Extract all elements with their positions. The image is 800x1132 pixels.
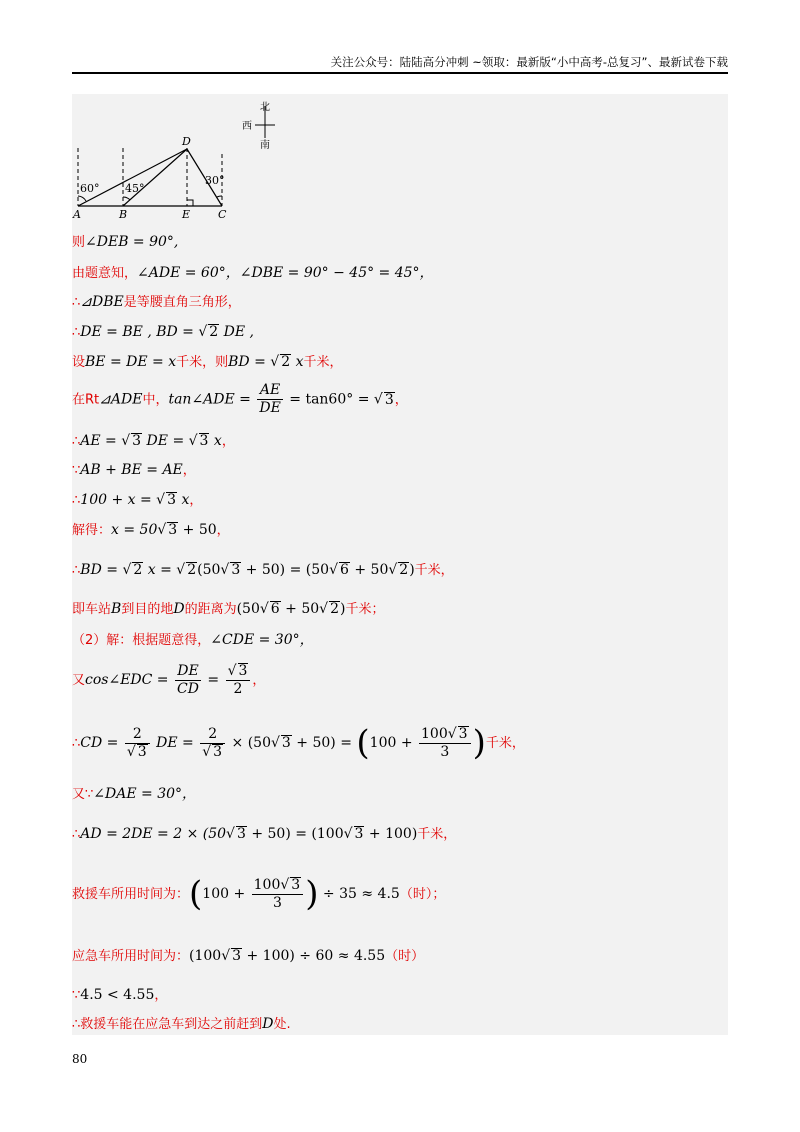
- text-conclusion: 救援车能在应急车到达之前赶到: [80, 1017, 263, 1032]
- math-plus-50: + 50: [178, 522, 217, 538]
- math-paren: (50: [197, 562, 221, 578]
- right-angle-mark: [187, 200, 193, 206]
- solution-line-20: [72, 985, 167, 1006]
- angle-arc-c: [217, 196, 222, 197]
- math-100: 100 +: [369, 735, 418, 751]
- math-be-x: BE = DE = x: [85, 354, 177, 370]
- radicand: 2: [330, 601, 339, 617]
- math-plus-100: + 100): [364, 826, 418, 842]
- radicand: 2: [133, 562, 143, 578]
- text-rescue-time: 救援车所用时间为：: [72, 887, 190, 902]
- math-plus: + 50: [280, 601, 320, 617]
- radicand: 6: [339, 562, 349, 578]
- math-x: x: [177, 492, 190, 508]
- solution-line-12: 即车站B到目的地D的距离为(50√ 6 + 50√ 2)千米；: [72, 601, 385, 617]
- text-then: 则: [72, 235, 86, 250]
- math-dae: ∠DAE = 30°，: [93, 786, 197, 802]
- solution-line-7: ∴AE = √ 3 DE = √ 3 x，: [72, 433, 235, 449]
- text-isosceles: 是等腰直角三角形，: [123, 295, 241, 310]
- math-x-value: x = 50: [111, 522, 158, 538]
- punct: ，: [154, 988, 168, 1003]
- point-b: B: [119, 208, 128, 221]
- text-km-then: 千米，则: [176, 355, 229, 370]
- radicand: 3: [231, 562, 241, 578]
- compass-south: 南: [260, 140, 270, 151]
- math-100: 100 +: [202, 886, 250, 902]
- compass-north: 北: [260, 102, 270, 113]
- text-solve: 解得：: [72, 523, 112, 538]
- math-times: × (50: [227, 735, 271, 751]
- angle-arc-b: [123, 197, 130, 200]
- text-km: 千米，: [417, 827, 457, 842]
- math-div-35: ÷ 35 ≈ 4.5: [318, 886, 400, 902]
- compass-west: 西: [242, 121, 252, 132]
- point-d-label: D: [173, 601, 185, 617]
- radicand: 3: [132, 433, 142, 449]
- radicand: 6: [270, 601, 280, 617]
- math-de: DE =: [151, 735, 199, 751]
- therefore-symbol: ∴: [72, 295, 81, 310]
- fraction-100sqrt3-3: $\frac{100√ 3}{3}$: [419, 726, 471, 761]
- therefore-symbol: ∴: [72, 563, 81, 578]
- text-station: 即车站: [72, 602, 112, 617]
- geometry-figure: [72, 96, 292, 221]
- solution-line-14: [72, 662, 265, 699]
- text-km: 千米，: [303, 355, 343, 370]
- math-equals: =: [202, 672, 224, 688]
- math-paren: ): [409, 562, 415, 578]
- solution-line-13: [72, 630, 314, 651]
- text-to-destination: 到目的地: [121, 602, 174, 617]
- math-x: x: [209, 433, 222, 449]
- punct: ，: [189, 493, 203, 508]
- punct: ，: [216, 523, 230, 538]
- solution-line-2: [72, 263, 434, 284]
- radicand: 2: [399, 562, 409, 578]
- text-also-because: 又∵: [72, 787, 94, 802]
- point-d-label: D: [262, 1016, 274, 1032]
- solution-line-16: [72, 784, 196, 805]
- punct: ，: [221, 434, 235, 449]
- solution-line-15: ∴CD = $\frac{2}{√ 3}$ DE = $\frac{2}{√ 3}$ × (50√ 3 + 50) = (100 + $\frac{100√ 3}{3}$ )千米，: [72, 723, 525, 763]
- text-hours: （时）；: [399, 887, 446, 902]
- angle-label-60: 60°: [80, 182, 100, 195]
- therefore-symbol: ∴: [72, 493, 81, 508]
- therefore-symbol: ∴: [72, 434, 81, 449]
- math-x: x: [291, 354, 304, 370]
- punct: ，: [394, 392, 408, 408]
- punct: ，: [252, 673, 266, 688]
- fraction-ae-de: $\frac{AE}{DE}$: [259, 382, 281, 416]
- therefore-symbol: ∴: [72, 736, 81, 751]
- math-ad: AD = 2DE = 2 × (50: [80, 826, 227, 842]
- math-cd: CD =: [80, 735, 123, 751]
- solution-line-10: 解得：x = 50√ 3 + 50，: [72, 522, 230, 538]
- solution-line-9: ∴100 + x = √ 3 x，: [72, 492, 203, 508]
- text-in-rt: 在Rt: [72, 392, 100, 408]
- solution-line-17: ∴AD = 2DE = 2 × (50√ 3 + 50) = (100√ 3 + 100)千米，: [72, 826, 457, 842]
- point-a: A: [73, 208, 81, 221]
- because-symbol: ∵: [72, 988, 81, 1003]
- because-symbol: ∵: [72, 463, 81, 478]
- math-x: x =: [143, 562, 177, 578]
- text-given: 由题意知，: [72, 266, 138, 281]
- solution-line-6: 在Rt⊿ADE中，tan∠ADE = $\frac{AE}{DE}$ = tan60° = √ 3，: [72, 382, 408, 416]
- fraction-sqrt3-2: $\frac{√ 3}{2}$: [226, 663, 251, 698]
- angle-arc-a: [78, 196, 86, 201]
- math-tan: tan∠ADE =: [168, 391, 256, 408]
- fraction-de-cd: $\frac{DE}{CD}$: [177, 662, 199, 697]
- math-div-60: + 100) ÷ 60 ≈ 4.55: [242, 948, 386, 964]
- math-triangle-ade: ⊿ADE: [99, 391, 143, 408]
- angle-label-45: 45°: [125, 182, 145, 195]
- math-cos: cos∠EDC =: [85, 672, 173, 688]
- big-paren-open: (: [356, 723, 370, 763]
- point-c: C: [218, 208, 227, 221]
- radicand: 2: [187, 562, 197, 578]
- math-paren: + 50) = (100: [246, 826, 344, 842]
- fraction-2-sqrt3: $\frac{2}{√ 3}$: [200, 726, 225, 761]
- text-km: 千米，: [485, 736, 525, 751]
- math-cde: ∠CDE = 30°，: [210, 632, 314, 648]
- big-paren-close: ): [305, 874, 319, 914]
- math-100-x: 100 + x =: [80, 492, 157, 508]
- text-let: 设: [72, 355, 86, 370]
- math-paren: (50: [236, 601, 260, 617]
- big-paren-close: ): [472, 723, 486, 763]
- math-paren: (100: [189, 948, 222, 964]
- radicand: 2: [209, 324, 219, 340]
- math-ab-be: AB + BE = AE: [80, 462, 183, 478]
- solution-line-5: 设BE = DE = x千米，则BD = √ 2 x千米，: [72, 354, 343, 370]
- math-triangle-dbe: ⊿DBE: [80, 294, 124, 310]
- math-ae: AE =: [80, 433, 122, 449]
- math-bd: BD =: [228, 354, 271, 370]
- math-paren: + 50) = (50: [241, 562, 330, 578]
- point-d: D: [182, 135, 191, 148]
- radicand: 3: [384, 391, 394, 408]
- solution-line-18: [72, 874, 445, 915]
- solution-line-4: ∴DE = BE , BD = √ 2 DE ,: [72, 324, 254, 340]
- point-e: E: [182, 208, 191, 221]
- text-in: 中，: [142, 392, 169, 408]
- radicand: 3: [168, 522, 178, 538]
- punct: ，: [182, 463, 196, 478]
- therefore-symbol: ∴: [72, 827, 81, 842]
- math-compare: 4.5 < 4.55: [80, 987, 155, 1003]
- solution-line-21: [72, 1014, 291, 1035]
- radicand: 3: [236, 826, 246, 842]
- radicand: 3: [354, 826, 364, 842]
- math-bd: BD =: [80, 562, 123, 578]
- fraction-2-sqrt3: $\frac{2}{√ 3}$: [125, 726, 150, 761]
- text-km: 千米，: [414, 563, 454, 578]
- radicand: 3: [232, 948, 242, 964]
- math-de-be: DE = BE , BD =: [80, 324, 199, 340]
- text-km: 千米；: [345, 602, 385, 617]
- header-rule: [72, 72, 728, 74]
- solution-line-1: [72, 232, 178, 253]
- solution-line-11: ∴BD = √ 2 x = √ 2(50√ 3 + 50) = (50√ 6 + 50√ 2)千米，: [72, 562, 454, 578]
- radicand: 3: [167, 492, 177, 508]
- page-number: 80: [72, 1052, 88, 1066]
- text-also: 又: [72, 673, 86, 688]
- text-hours: （时）: [385, 949, 425, 964]
- therefore-symbol: ∴: [72, 1017, 81, 1032]
- math-paren: + 50) =: [291, 735, 357, 751]
- big-paren-open: (: [189, 874, 203, 914]
- math-deb: ∠DEB = 90°,: [85, 234, 179, 250]
- therefore-symbol: ∴: [72, 325, 81, 340]
- math-plus: + 50: [349, 562, 389, 578]
- text-place: 处.: [273, 1017, 291, 1032]
- solution-line-19: 应急车所用时间为：(100√ 3 + 100) ÷ 60 ≈ 4.55（时）: [72, 948, 425, 964]
- fraction-100sqrt3-3: $\frac{100√ 3}{3}$: [252, 877, 304, 912]
- angle-label-30: 30°: [205, 174, 225, 187]
- radicand: 3: [281, 735, 291, 751]
- math-tan60: = tan60° =: [284, 391, 374, 408]
- radicand: 2: [281, 354, 291, 370]
- point-b-label: B: [111, 601, 122, 617]
- text-part2: （2）解：根据题意得，: [72, 633, 211, 648]
- text-emergency-time: 应急车所用时间为：: [72, 949, 190, 964]
- radicand: 3: [199, 433, 209, 449]
- math-de: DE ,: [219, 324, 254, 340]
- math-de: DE =: [142, 433, 189, 449]
- text-distance-is: 的距离为: [184, 602, 237, 617]
- math-angles: ∠ADE = 60°，∠DBE = 90° − 45° = 45°，: [137, 265, 434, 281]
- page-header: 关注公众号：陆陆高分冲刺 ~领取：最新版“小中高考-总复习”、最新试卷下载: [330, 55, 728, 69]
- solution-line-3: [72, 292, 241, 313]
- solution-line-8: [72, 460, 196, 481]
- math-paren: ): [340, 601, 346, 617]
